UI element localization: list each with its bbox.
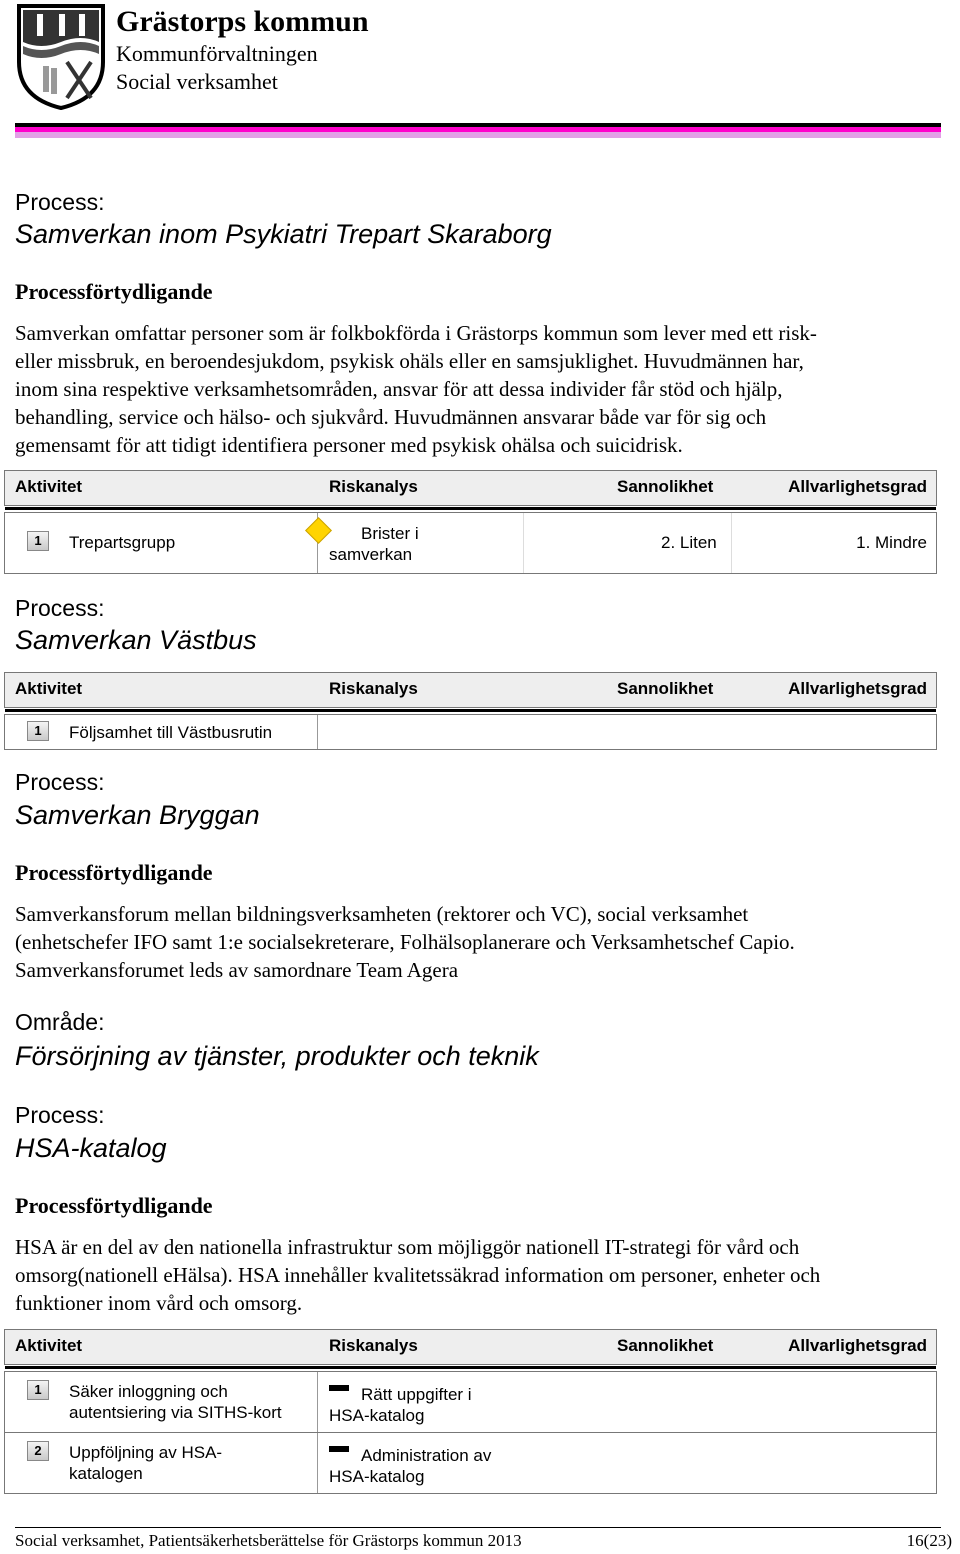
clarification-heading: Processförtydligande — [15, 1193, 213, 1218]
process-label: Process: — [15, 769, 105, 795]
row-number-badge: 1 — [27, 721, 49, 741]
municipality-coat-of-arms-logo — [15, 2, 107, 110]
clarification-text: HSA är en del av den nationella infrastruktur som möjliggör nationell IT-strategi för vård och omsorg(nationell eHälsa). HSA innehåller kvalitetssäkrad information om personer, enheter och funktioner inom vård och omsorg. — [15, 1235, 821, 1315]
activity-line2: katalogen — [69, 1464, 143, 1483]
risk-text-line2: samverkan — [329, 545, 413, 564]
row-number-badge: 1 — [27, 1380, 49, 1400]
department-name: Kommunförvaltningen — [116, 41, 318, 66]
col-severity: Allvarlighetsgrad — [788, 1336, 927, 1355]
risk-cell: Rätt uppgifter i — [329, 1384, 472, 1405]
row-number-badge: 1 — [27, 531, 49, 551]
risk-cell: Administration av — [329, 1445, 491, 1466]
process-title: HSA-katalog — [15, 1133, 167, 1163]
col-activity: Aktivitet — [15, 679, 83, 698]
risk-text-line2: HSA-katalog — [329, 1467, 425, 1486]
table-row — [4, 1433, 937, 1494]
clarification-heading: Processförtydligande — [15, 860, 213, 885]
clarification-heading: Processförtydligande — [15, 279, 213, 304]
table-header — [4, 1329, 937, 1365]
table-row — [4, 1371, 937, 1433]
municipality-name: Grästorps kommun — [116, 5, 369, 38]
table-row — [4, 714, 937, 750]
clarification-text: Samverkan omfattar personer som är folkbokförda i Grästorps kommun som lever med ett risk- eller missbruk, en beroendesjukdom, psykisk ohäls eller en samsjuklighet. Huvudmännen har, inom sina respektive verksamhetsområden, ansvar för att dessa individer får stöd och hjälp, behandling, service och hälso- och sjukvård. Huvudmännen ansvarar både var för sig och gemensamt för att tidigt identifiera personer med psykisk ohälsa och suicidrisk. — [15, 321, 817, 457]
process-label: Process: — [15, 1102, 105, 1128]
process-title: Samverkan inom Psykiatri Trepart Skaraborg — [15, 219, 552, 249]
process-title: Samverkan Västbus — [15, 625, 257, 655]
col-activity: Aktivitet — [15, 477, 83, 496]
process-label: Process: — [15, 595, 105, 621]
col-risk: Riskanalys — [329, 679, 418, 698]
area-label: Område: — [15, 1009, 105, 1035]
col-risk: Riskanalys — [329, 477, 418, 496]
severity-value: 1. Mindre — [856, 533, 927, 552]
risk-table — [4, 672, 937, 750]
activity-name: Följsamhet till Västbusrutin — [69, 723, 273, 742]
activity-name: Trepartsgrupp — [69, 533, 176, 552]
activity-line1: Säker inloggning och — [69, 1382, 228, 1401]
process-label: Process: — [15, 189, 105, 215]
footer-divider — [15, 1527, 941, 1528]
activity-line1: Uppföljning av HSA- — [69, 1443, 223, 1462]
col-probability: Sannolikhet — [617, 1336, 714, 1355]
clarification-text: Samverkansforum mellan bildningsverksamheten (rektorer och VC), social verksamhet (enhetschefer IFO samt 1:e socialsekreterare, Folhälsoplanerare och Verksamhetschef Capio. Samverkansforumet leds av samordnare Team Agera — [15, 902, 795, 982]
activity-line2: autentsiering via SITHS-kort — [69, 1403, 282, 1422]
process-title: Samverkan Bryggan — [15, 800, 260, 830]
yellow-diamond-icon — [305, 517, 332, 544]
footer-document-title: Social verksamhet, Patientsäkerhetsberättelse för Grästorps kommun 2013 — [15, 1531, 522, 1550]
probability-value: 2. Liten — [661, 533, 717, 552]
unit-name: Social verksamhet — [116, 69, 278, 94]
table-row — [4, 512, 937, 574]
risk-table — [4, 470, 937, 574]
risk-text-line2: HSA-katalog — [329, 1406, 425, 1425]
table-header — [4, 672, 937, 708]
header-divider-bar — [15, 123, 941, 132]
risk-table — [4, 1329, 937, 1494]
col-probability: Sannolikhet — [617, 477, 714, 496]
col-risk: Riskanalys — [329, 1336, 418, 1355]
footer-page-number: 16(23) — [906, 1531, 952, 1550]
col-severity: Allvarlighetsgrad — [788, 679, 927, 698]
col-activity: Aktivitet — [15, 1336, 83, 1355]
black-dash-icon — [329, 1385, 349, 1391]
black-dash-icon — [329, 1446, 349, 1452]
col-probability: Sannolikhet — [617, 679, 714, 698]
table-header — [4, 470, 937, 506]
risk-cell: Brister i — [329, 523, 419, 544]
row-number-badge: 2 — [27, 1441, 49, 1461]
col-severity: Allvarlighetsgrad — [788, 477, 927, 496]
area-title: Försörjning av tjänster, produkter och teknik — [15, 1041, 539, 1071]
